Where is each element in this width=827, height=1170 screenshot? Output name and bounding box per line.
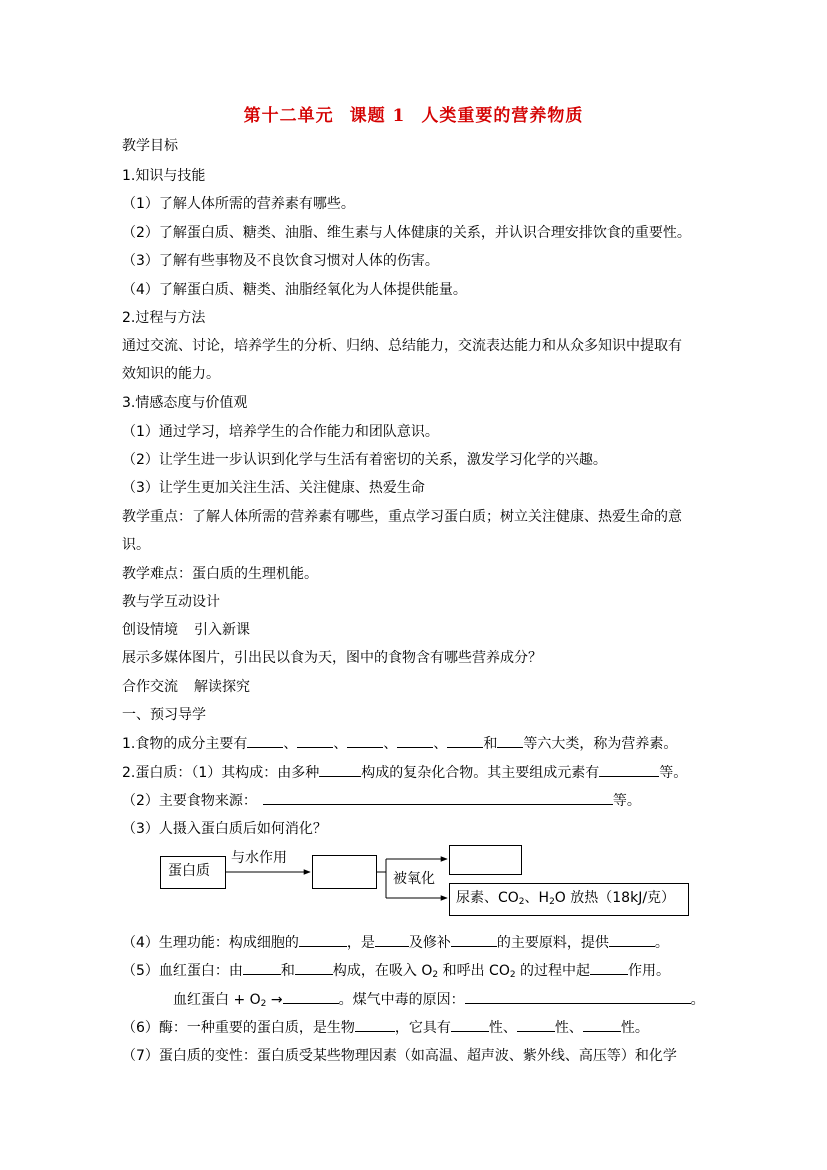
- q6-text: 性。: [620, 1020, 649, 1036]
- section-knowledge: 1.知识与技能: [122, 168, 206, 184]
- q5b-text: 。煤气中毒的原因：: [338, 992, 465, 1008]
- process-text: 通过交流、讨论，培养学生的分析、归纳、总结能力，交流表达能力和从众多知识中提取有: [122, 338, 682, 354]
- answer-blank[interactable]: [375, 934, 409, 947]
- q2-text: 构成的复杂化合物。其主要组成元素有: [361, 765, 600, 781]
- q5-text: 构成，在吸入 O: [332, 963, 433, 979]
- answer-blank[interactable]: [283, 991, 339, 1004]
- q5b-text: 血红蛋白 + O: [173, 992, 261, 1008]
- preview-heading: 一、预习导学: [122, 707, 206, 723]
- title-topic: 人类重要的营养物质: [421, 106, 584, 126]
- answer-blank[interactable]: [517, 1019, 555, 1032]
- h2o-subscript: 2: [549, 897, 555, 907]
- question-5-b: [173, 990, 705, 1014]
- knowledge-item: （4）了解蛋白质、糖类、油脂经氧化为人体提供能量。: [122, 282, 467, 298]
- q1-sep: 、: [333, 736, 348, 752]
- knowledge-item: （2）了解蛋白质、糖类、油脂、维生素与人体健康的关系，并认识合理安排饮食的重要性。: [122, 225, 691, 241]
- q6-text: （6）酶：一种重要的蛋白质，是生物: [122, 1020, 355, 1036]
- q5-text: 和呼出 CO: [438, 963, 510, 979]
- q2-2-text: 等。: [612, 793, 641, 809]
- title-lesson: 课题 1: [349, 106, 406, 126]
- knowledge-item: （1）了解人体所需的营养素有哪些。: [122, 196, 355, 212]
- q1-end: 等六大类，称为营养素。: [523, 736, 678, 752]
- show-text: 展示多媒体图片，引出民以食为天，图中的食物含有哪些营养成分？: [122, 650, 542, 666]
- answer-blank[interactable]: [295, 962, 333, 975]
- answer-blank[interactable]: [451, 1019, 489, 1032]
- o2-subscript: 2: [260, 999, 267, 1009]
- scenario-b: 引入新课: [194, 622, 250, 638]
- answer-blank[interactable]: [355, 1019, 395, 1032]
- q2-text: 2.蛋白质：（1）其构成：由多种: [122, 765, 320, 781]
- q6-text: ，它具有: [394, 1020, 451, 1036]
- question-6: [122, 1018, 649, 1038]
- question-7: （7）蛋白质的变性：蛋白质受某些物理因素（如高温、超声波、紫外线、高压等）和化学: [122, 1048, 677, 1064]
- section-attitude: 3.情感态度与价值观: [122, 395, 248, 411]
- key-point: 教学重点：了解人体所需的营养素有哪些，重点学习蛋白质；树立关注健康、热爱生命的意: [122, 509, 682, 525]
- q4-text: 。: [654, 935, 669, 951]
- answer-blank[interactable]: [451, 934, 497, 947]
- question-5: [122, 961, 670, 985]
- answer-blank[interactable]: [583, 1019, 621, 1032]
- answer-blank[interactable]: [299, 934, 347, 947]
- title-unit: 第十二单元: [243, 106, 334, 126]
- attitude-item: （2）让学生进一步认识到化学与生活有着密切的关系，激发学习化学的兴趣。: [122, 452, 607, 468]
- attitude-item: （1）通过学习，培养学生的合作能力和团队意识。: [122, 424, 439, 440]
- knowledge-item: （3）了解有些事物及不良饮食习惯对人体的伤害。: [122, 253, 439, 269]
- protein-box-label: 蛋白质: [168, 863, 210, 879]
- attitude-item: （3）让学生更加关注生活、关注健康、热爱生命: [122, 480, 425, 496]
- coop-a: 合作交流: [122, 679, 178, 695]
- q5-text: （5）血红蛋白：由: [122, 963, 243, 979]
- key-point-cont: 识。: [122, 537, 150, 553]
- q4-text: 及修补: [408, 935, 451, 951]
- o2-subscript: 2: [432, 970, 439, 980]
- q5-text: 的过程中起: [515, 963, 591, 979]
- question-4: [122, 933, 669, 953]
- q6-text: 性、: [488, 1020, 517, 1036]
- q1-sep: 、: [283, 736, 298, 752]
- products-c: O 放热（18kJ/克）: [554, 890, 676, 906]
- co2-subscript: 2: [518, 897, 525, 907]
- q2-2-text: （2）主要食物来源：: [122, 793, 257, 809]
- arrow-label-water: 与水作用: [231, 850, 287, 866]
- q2-text: 等。: [659, 765, 688, 781]
- section-process: 2.过程与方法: [122, 310, 206, 326]
- q4-text: （4）生理功能：构成细胞的: [122, 935, 299, 951]
- q5-text: 作用。: [628, 963, 671, 979]
- products-b: 、H: [524, 890, 550, 906]
- answer-blank[interactable]: [243, 962, 281, 975]
- coop-b: 解读探究: [194, 679, 250, 695]
- q6-text: 性、: [554, 1020, 583, 1036]
- answer-blank[interactable]: [590, 962, 628, 975]
- arrow-label-oxidized: 被氧化: [393, 871, 435, 887]
- question-2-3: （3）人摄入蛋白质后如何消化？: [122, 821, 327, 837]
- answer-blank[interactable]: [609, 934, 655, 947]
- answer-blank[interactable]: [465, 991, 691, 1004]
- process-text-cont: 效知识的能力。: [122, 366, 220, 382]
- q1-sep: 、: [383, 736, 398, 752]
- products-a: 尿素、CO: [456, 890, 519, 906]
- reaction-arrow: →: [266, 992, 283, 1008]
- difficulty: 教学难点：蛋白质的生理机能。: [122, 566, 318, 582]
- q1-text: 1.食物的成分主要有: [122, 736, 248, 752]
- q1-sep: 、: [433, 736, 448, 752]
- objectives-heading: 教学目标: [122, 138, 178, 154]
- q5b-text: 。: [690, 992, 705, 1008]
- co2-subscript: 2: [509, 970, 516, 980]
- q1-and: 和: [483, 736, 498, 752]
- scenario-a: 创设情境: [122, 622, 178, 638]
- design-heading: 教与学互动设计: [122, 594, 220, 610]
- q4-text: 的主要原料，提供: [496, 935, 609, 951]
- q4-text: ，是: [346, 935, 375, 951]
- q5-text: 和: [280, 963, 295, 979]
